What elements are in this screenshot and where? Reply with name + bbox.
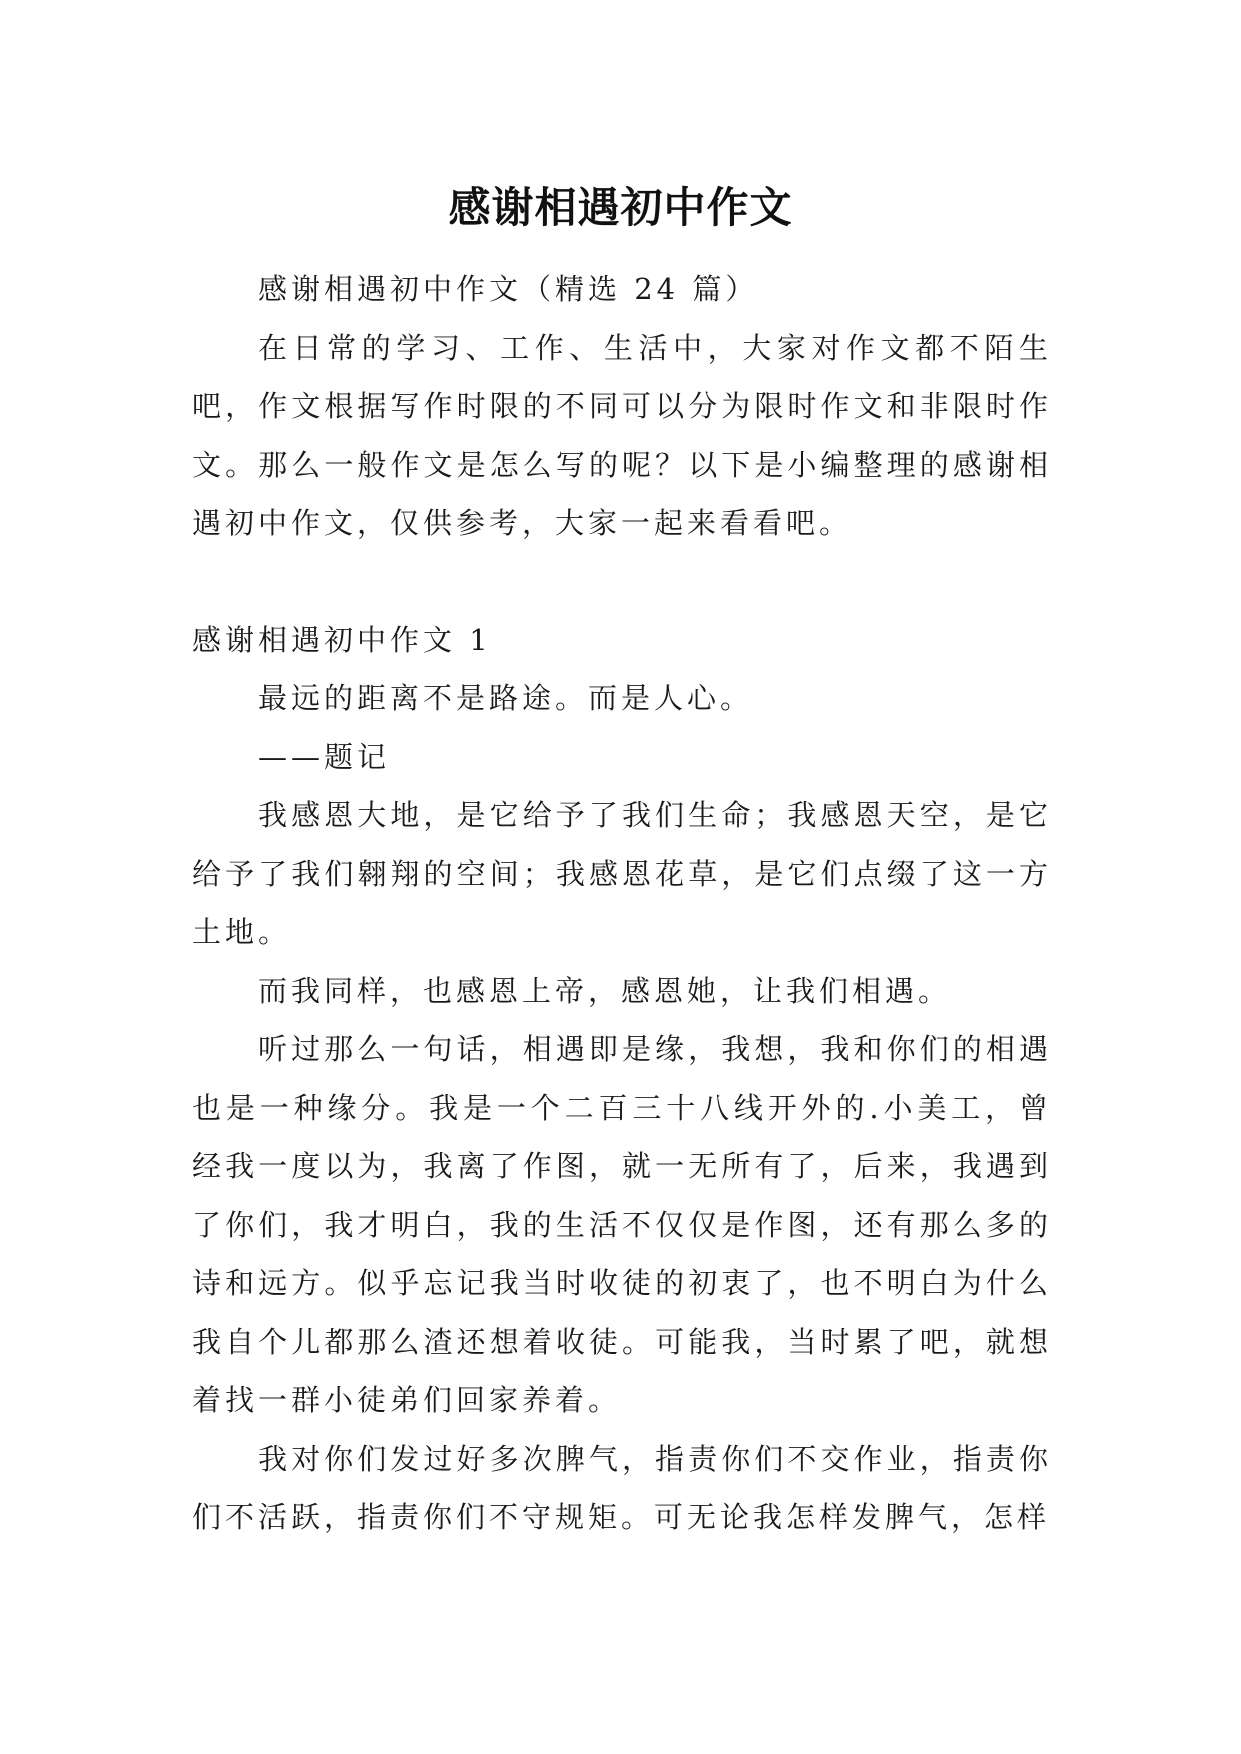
intro-paragraph: 在日常的学习、工作、生活中，大家对作文都不陌生吧，作文根据写作时限的不同可以分为限时作文和非限时作文。那么一般作文是怎么写的呢？以下是小编整理的感谢相遇初中作文，仅供参考，大家一起来看看吧。: [192, 330, 1052, 540]
document-subtitle: 感谢相遇初中作文（精选 24 篇）: [258, 272, 759, 306]
body-paragraph: 而我同样，也感恩上帝，感恩她，让我们相遇。: [258, 973, 952, 1008]
epigraph-attribution: ——题记: [258, 739, 391, 774]
document-body: [192, 260, 1052, 1547]
body-paragraph: 听过那么一句话，相遇即是缘，我想，我和你们的相遇也是一种缘分。我是一个二百三十八线开外的.小美工，曾经我一度以为，我离了作图，就一无所有了，后来，我遇到了你们，我才明白，我的生活不仅仅是作图，还有那么多的诗和远方。似乎忘记我当时收徒的初衷了，也不明白为什么我自个儿都那么渣还想着收徒。可能我，当时累了吧，就想着找一群小徒弟们回家养着。: [192, 1032, 1052, 1417]
body-paragraph: 我对你们发过好多次脾气，指责你们不交作业，指责你们不活跃，指责你们不守规矩。可无论我怎样发脾气，怎样: [192, 1441, 1052, 1534]
body-paragraph: 最远的距离不是路途。而是人心。: [258, 681, 754, 715]
document-title: 感谢相遇初中作文: [448, 183, 793, 233]
section-spacer: [192, 553, 1052, 611]
section-heading: 感谢相遇初中作文 1: [192, 622, 492, 657]
body-paragraph: 我感恩大地，是它给予了我们生命；我感恩天空，是它给予了我们翱翔的空间；我感恩花草，是它们点缀了这一方土地。: [192, 798, 1052, 949]
